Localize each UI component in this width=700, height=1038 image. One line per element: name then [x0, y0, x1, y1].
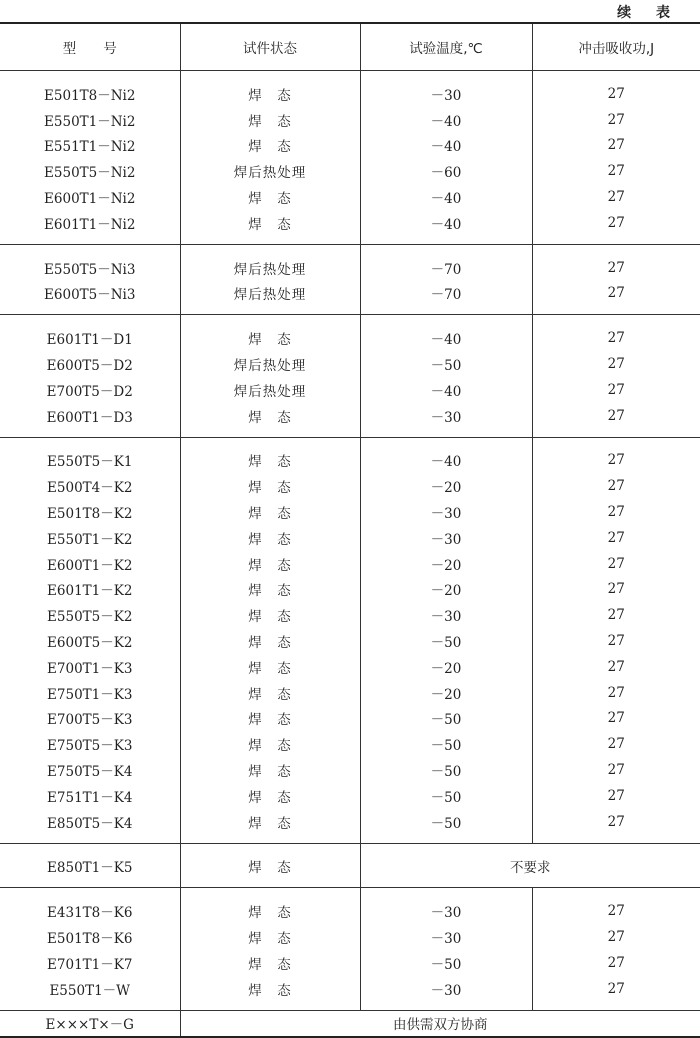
impact-energy-cell: 27 — [532, 551, 700, 577]
table-row — [0, 602, 700, 628]
test-temperature-cell: －40 — [360, 377, 532, 403]
model-cell: E750T5－K3 — [0, 731, 180, 757]
row-group — [0, 437, 700, 843]
test-temperature-cell: －20 — [360, 577, 532, 603]
table-row — [0, 377, 700, 403]
row-group — [0, 315, 700, 437]
impact-energy-cell: 27 — [532, 377, 700, 403]
table-row — [0, 210, 700, 244]
model-cell: E500T4－K2 — [0, 473, 180, 499]
impact-energy-cell: 27 — [532, 654, 700, 680]
impact-energy-cell: 27 — [532, 499, 700, 525]
model-cell: E600T5－Ni3 — [0, 281, 180, 315]
model-cell: E600T1－Ni2 — [0, 184, 180, 210]
test-temperature-cell: －50 — [360, 757, 532, 783]
model-cell: E600T1－D3 — [0, 403, 180, 437]
row-group — [0, 888, 700, 1010]
row-group — [0, 71, 700, 245]
condition-cell: 焊 态 — [180, 473, 360, 499]
test-temperature-cell: －50 — [360, 783, 532, 809]
model-cell: E550T1－Ni2 — [0, 107, 180, 133]
test-temperature-cell: －20 — [360, 680, 532, 706]
table-row — [0, 680, 700, 706]
model-cell: E601T1－Ni2 — [0, 210, 180, 244]
condition-cell: 焊 态 — [180, 499, 360, 525]
condition-cell: 焊 态 — [180, 924, 360, 950]
table-row — [0, 888, 700, 924]
impact-energy-cell: 27 — [532, 184, 700, 210]
table-row — [0, 809, 700, 843]
test-temperature-cell: －50 — [360, 731, 532, 757]
condition-cell: 焊 态 — [180, 577, 360, 603]
test-temperature-cell: －70 — [360, 281, 532, 315]
impact-energy-cell: 27 — [532, 602, 700, 628]
impact-energy-cell: 27 — [532, 950, 700, 976]
table-row — [0, 107, 700, 133]
condition-cell: 焊 态 — [180, 525, 360, 551]
condition-cell: 焊 态 — [180, 602, 360, 628]
model-cell: E701T1－K7 — [0, 950, 180, 976]
model-cell: E501T8－K6 — [0, 924, 180, 950]
test-temperature-cell: －40 — [360, 133, 532, 159]
table-row — [0, 525, 700, 551]
header-row — [0, 23, 700, 71]
model-cell: E700T5－K3 — [0, 706, 180, 732]
model-cell: E600T5－D2 — [0, 351, 180, 377]
test-temperature-cell: －30 — [360, 525, 532, 551]
condition-cell: 焊 态 — [180, 628, 360, 654]
header-test-temperature: 试验温度,℃ — [360, 23, 532, 71]
model-cell: E550T5－K2 — [0, 602, 180, 628]
impact-energy-cell: 27 — [532, 577, 700, 603]
table-row — [0, 1010, 700, 1037]
model-cell: E850T1－K5 — [0, 843, 180, 888]
test-temperature-cell: －40 — [360, 107, 532, 133]
model-cell: E700T5－D2 — [0, 377, 180, 403]
impact-test-table — [0, 22, 700, 1038]
header-condition: 试件状态 — [180, 23, 360, 71]
condition-cell: 焊 态 — [180, 403, 360, 437]
negotiated-cell: 由供需双方协商 — [180, 1010, 700, 1037]
header-model: 型 号 — [0, 23, 180, 71]
impact-energy-cell: 27 — [532, 680, 700, 706]
condition-cell: 焊 态 — [180, 315, 360, 351]
impact-energy-cell: 27 — [532, 809, 700, 843]
table-row — [0, 281, 700, 315]
model-cell: E550T5－Ni3 — [0, 244, 180, 280]
model-cell: E850T5－K4 — [0, 809, 180, 843]
impact-energy-cell: 27 — [532, 888, 700, 924]
condition-cell: 焊 态 — [180, 184, 360, 210]
test-temperature-cell: －30 — [360, 71, 532, 107]
test-temperature-cell: －30 — [360, 924, 532, 950]
impact-energy-cell: 27 — [532, 351, 700, 377]
model-cell: E551T1－Ni2 — [0, 133, 180, 159]
test-temperature-cell: －30 — [360, 499, 532, 525]
table-row — [0, 315, 700, 351]
impact-energy-cell: 27 — [532, 281, 700, 315]
condition-cell: 焊 态 — [180, 706, 360, 732]
test-temperature-cell: －50 — [360, 706, 532, 732]
test-temperature-cell: －50 — [360, 809, 532, 843]
condition-cell: 焊 态 — [180, 437, 360, 473]
test-temperature-cell: －60 — [360, 158, 532, 184]
test-temperature-cell: －40 — [360, 184, 532, 210]
test-temperature-cell: －20 — [360, 654, 532, 680]
table-row — [0, 551, 700, 577]
impact-energy-cell: 27 — [532, 315, 700, 351]
model-cell: E550T5－Ni2 — [0, 158, 180, 184]
test-temperature-cell: －30 — [360, 888, 532, 924]
impact-energy-cell: 27 — [532, 706, 700, 732]
table-row — [0, 184, 700, 210]
table-row — [0, 976, 700, 1010]
table-row — [0, 499, 700, 525]
impact-energy-cell: 27 — [532, 976, 700, 1010]
impact-energy-cell: 27 — [532, 244, 700, 280]
impact-energy-cell: 27 — [532, 628, 700, 654]
condition-cell: 焊 态 — [180, 680, 360, 706]
table-row — [0, 757, 700, 783]
condition-cell: 焊 态 — [180, 71, 360, 107]
table-row — [0, 71, 700, 107]
table-row — [0, 158, 700, 184]
impact-energy-cell: 27 — [532, 158, 700, 184]
model-cell: E×××T×－G — [0, 1010, 180, 1037]
test-temperature-cell: －40 — [360, 315, 532, 351]
row-group — [0, 244, 700, 315]
continued-label: 续 表 — [617, 5, 680, 21]
test-temperature-cell: －30 — [360, 403, 532, 437]
test-temperature-cell: －50 — [360, 950, 532, 976]
header-impact-energy: 冲击吸收功,J — [532, 23, 700, 71]
impact-energy-cell: 27 — [532, 783, 700, 809]
table-row — [0, 577, 700, 603]
condition-cell: 焊后热处理 — [180, 281, 360, 315]
condition-cell: 焊 态 — [180, 888, 360, 924]
condition-cell: 焊 态 — [180, 133, 360, 159]
model-cell: E601T1－K2 — [0, 577, 180, 603]
condition-cell: 焊 态 — [180, 976, 360, 1010]
test-temperature-cell: －50 — [360, 351, 532, 377]
impact-energy-cell: 27 — [532, 133, 700, 159]
impact-energy-cell: 27 — [532, 210, 700, 244]
condition-cell: 焊后热处理 — [180, 158, 360, 184]
test-temperature-cell: －50 — [360, 628, 532, 654]
test-temperature-cell: －70 — [360, 244, 532, 280]
table-row — [0, 654, 700, 680]
table-row — [0, 706, 700, 732]
table-row — [0, 437, 700, 473]
model-cell: E700T1－K3 — [0, 654, 180, 680]
condition-cell: 焊 态 — [180, 210, 360, 244]
table-row — [0, 133, 700, 159]
impact-energy-cell: 27 — [532, 525, 700, 551]
impact-energy-cell: 27 — [532, 107, 700, 133]
model-cell: E550T1－K2 — [0, 525, 180, 551]
test-temperature-cell: －30 — [360, 602, 532, 628]
table-row — [0, 950, 700, 976]
condition-cell: 焊后热处理 — [180, 244, 360, 280]
model-cell: E750T5－K4 — [0, 757, 180, 783]
model-cell: E501T8－K2 — [0, 499, 180, 525]
condition-cell: 焊后热处理 — [180, 377, 360, 403]
table-row — [0, 924, 700, 950]
impact-energy-cell: 27 — [532, 437, 700, 473]
impact-energy-cell: 27 — [532, 473, 700, 499]
impact-energy-cell: 27 — [532, 71, 700, 107]
model-cell: E751T1－K4 — [0, 783, 180, 809]
model-cell: E550T5－K1 — [0, 437, 180, 473]
impact-energy-cell: 27 — [532, 924, 700, 950]
test-temperature-cell: －30 — [360, 976, 532, 1010]
model-cell: E550T1－W — [0, 976, 180, 1010]
condition-cell: 焊 态 — [180, 757, 360, 783]
test-temperature-cell: －40 — [360, 210, 532, 244]
test-temperature-cell: －20 — [360, 551, 532, 577]
condition-cell: 焊后热处理 — [180, 351, 360, 377]
impact-energy-cell: 27 — [532, 757, 700, 783]
g-group — [0, 1010, 700, 1037]
impact-energy-cell: 27 — [532, 403, 700, 437]
test-temperature-cell: －40 — [360, 437, 532, 473]
condition-cell: 焊 态 — [180, 843, 360, 888]
condition-cell: 焊 态 — [180, 654, 360, 680]
model-cell: E750T1－K3 — [0, 680, 180, 706]
condition-cell: 焊 态 — [180, 731, 360, 757]
table-row — [0, 403, 700, 437]
model-cell: E501T8－Ni2 — [0, 71, 180, 107]
test-temperature-cell: －20 — [360, 473, 532, 499]
model-cell: E600T5－K2 — [0, 628, 180, 654]
table-row — [0, 783, 700, 809]
table-row — [0, 731, 700, 757]
table-row — [0, 843, 700, 888]
model-cell: E601T1－D1 — [0, 315, 180, 351]
table-row — [0, 351, 700, 377]
condition-cell: 焊 态 — [180, 107, 360, 133]
impact-energy-cell: 27 — [532, 731, 700, 757]
table-row — [0, 473, 700, 499]
condition-cell: 焊 态 — [180, 551, 360, 577]
not-required-cell: 不要求 — [360, 843, 700, 888]
condition-cell: 焊 态 — [180, 783, 360, 809]
k5-group — [0, 843, 700, 888]
table-row — [0, 628, 700, 654]
table-row — [0, 244, 700, 280]
model-cell: E600T1－K2 — [0, 551, 180, 577]
condition-cell: 焊 态 — [180, 809, 360, 843]
model-cell: E431T8－K6 — [0, 888, 180, 924]
condition-cell: 焊 态 — [180, 950, 360, 976]
